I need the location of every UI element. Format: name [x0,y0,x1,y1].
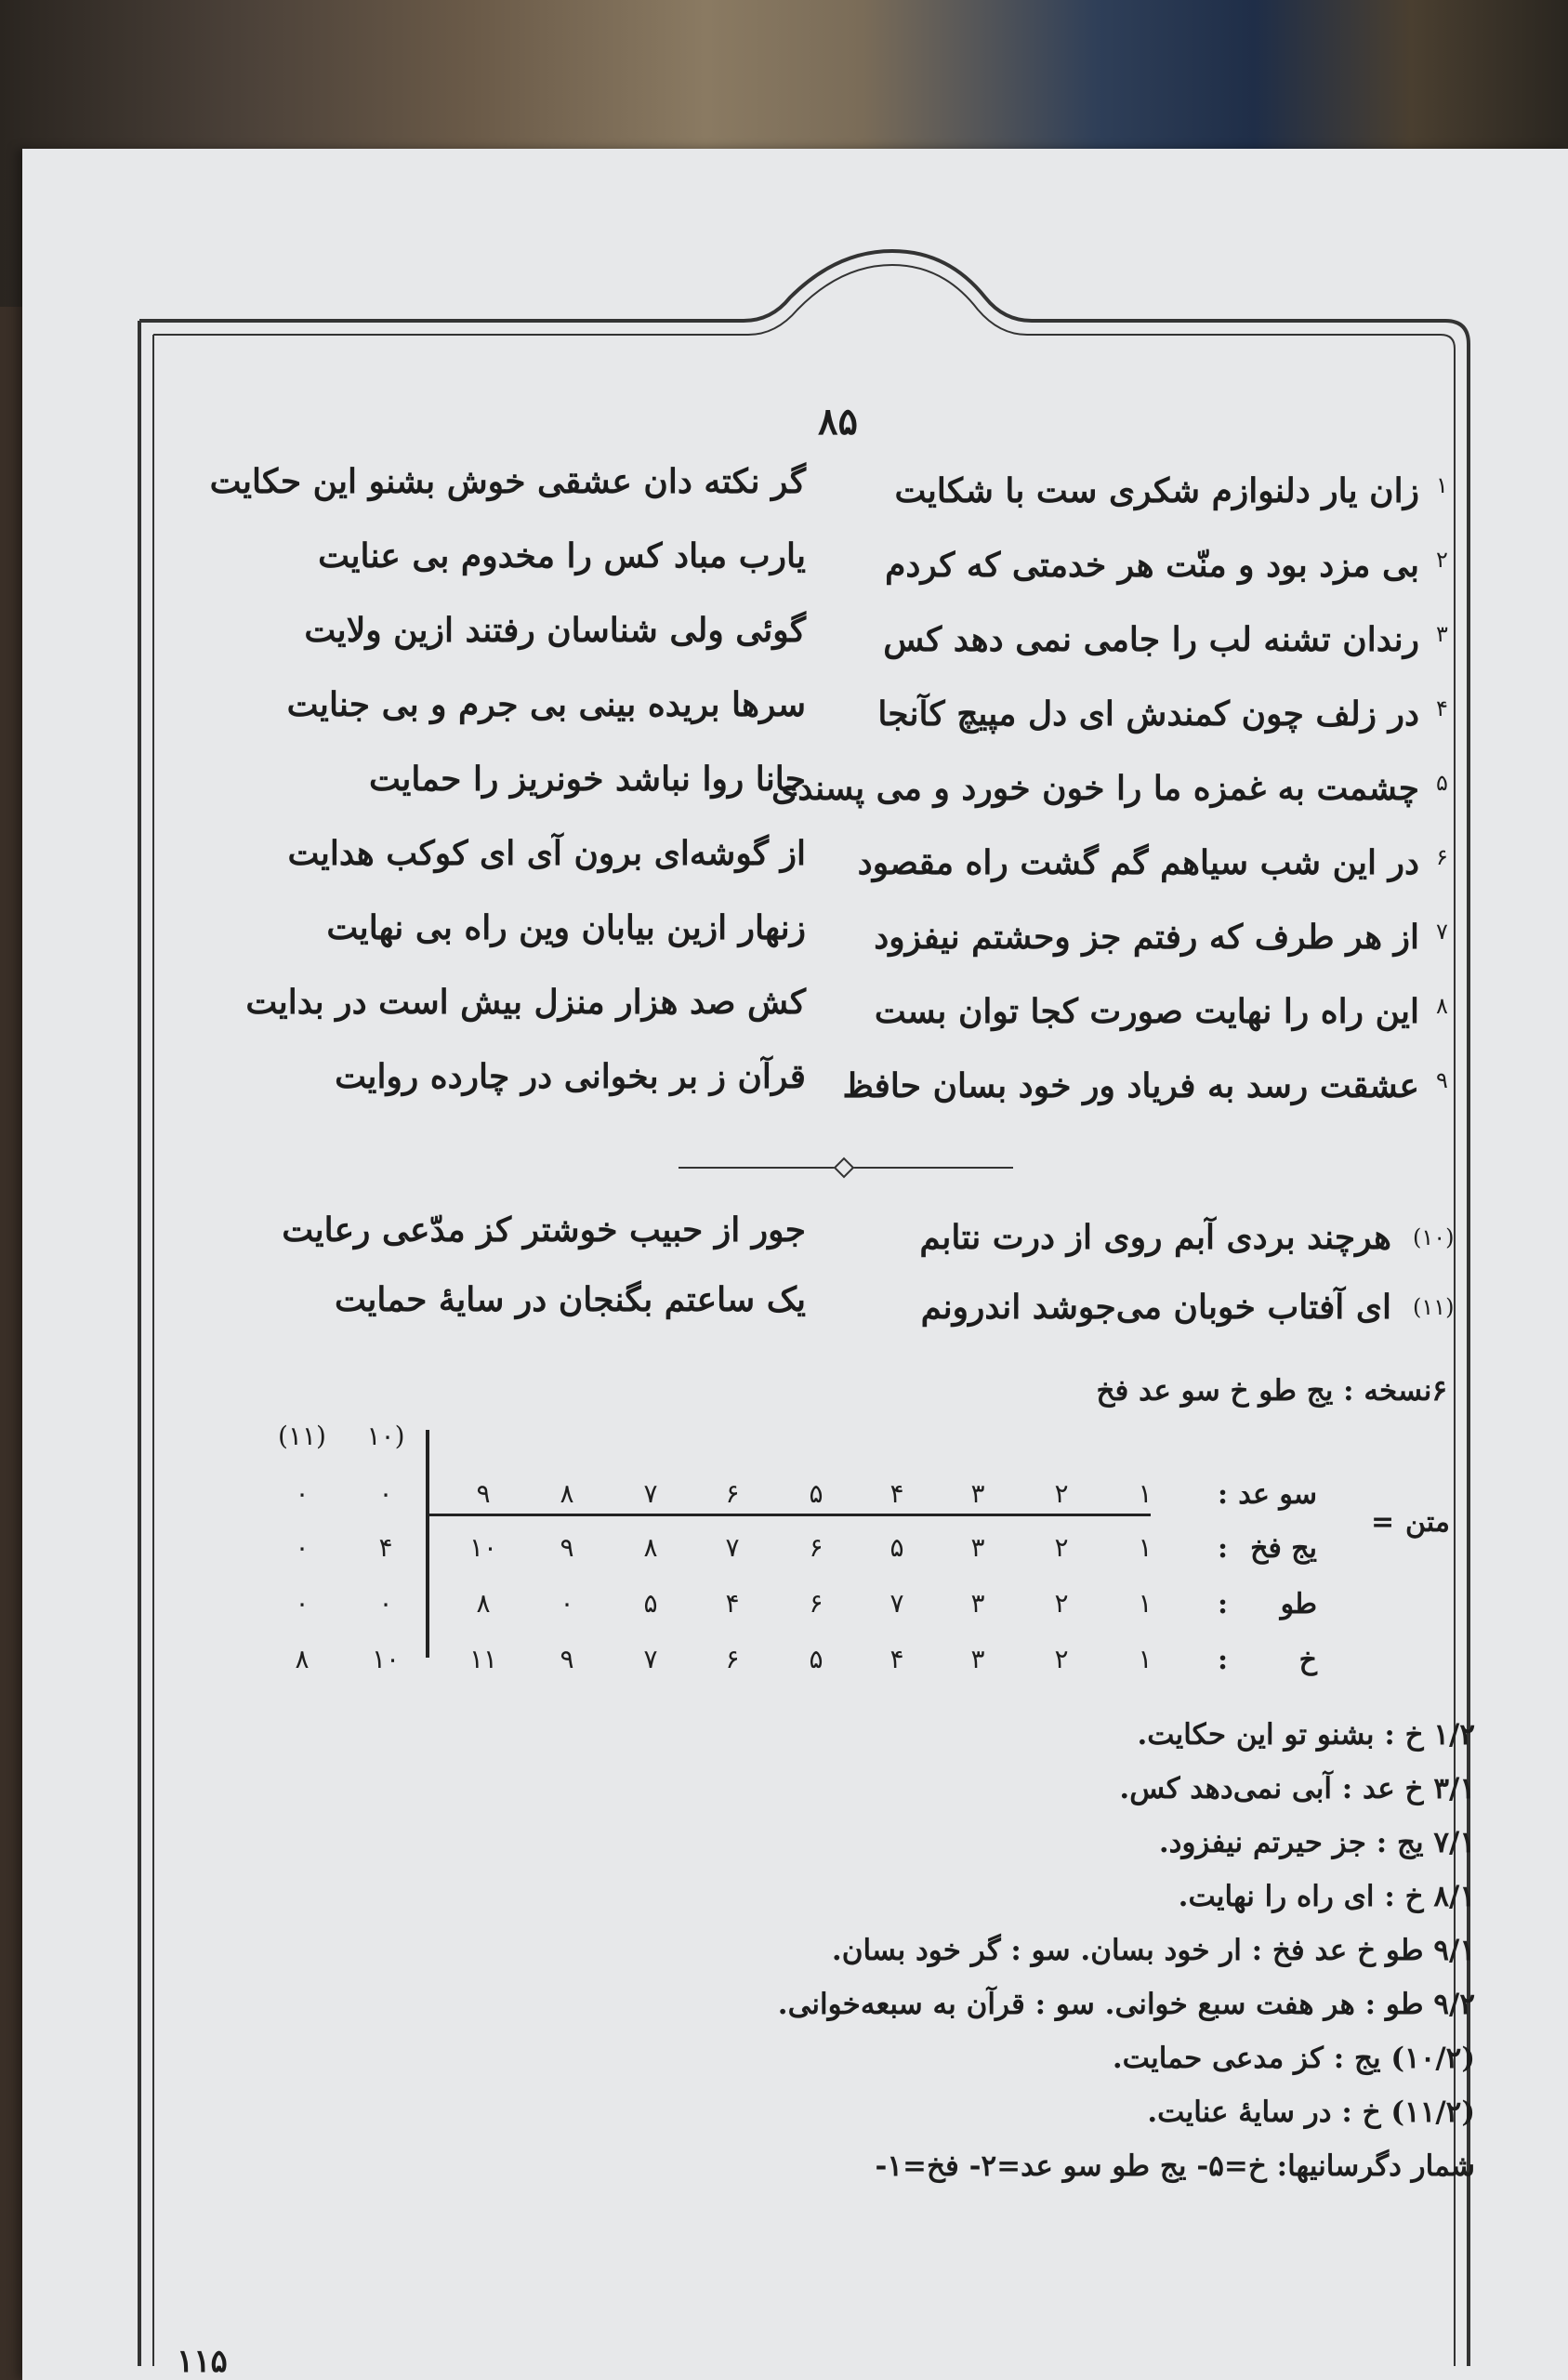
verse-hemistich-left: زنهار ازین بیابان وین راه بی نهایت [326,908,806,947]
table-extra-cell: ۸ [295,1644,310,1674]
verse-hemistich-left: قرآن ز بر بخوانی در چارده روایت [335,1057,806,1096]
verse-number: (۱۱) [1413,1294,1455,1320]
table-cell: ۹ [560,1532,574,1563]
table-horizontal-rule [426,1514,1151,1516]
verse-hemistich-right: عشقت رسد به فریاد ور خود بسان حافظ [842,1066,1419,1105]
table-extra-header: (۱۱) [278,1421,326,1451]
table-cell: ۲ [1054,1478,1069,1509]
table-cell: ۵ [889,1532,904,1563]
table-extra-cell: ۱۰ [371,1644,401,1674]
table-extra-cell: ۰ [295,1478,310,1509]
table-cell: ۳ [970,1532,985,1563]
footer-page-number: ۱۱۵ [177,2343,228,2380]
table-matn-label: متن [1405,1506,1450,1539]
verse-hemistich-right: بی مزد بود و منّت هر خدمتی که کردم [885,546,1419,585]
table-extra-cell: ۰ [378,1588,393,1619]
table-extra-cell: ۰ [295,1532,310,1563]
table-cell: ۴ [725,1588,740,1619]
verse-hemistich-right: در این شب سیاهم گم گشت راه مقصود [857,843,1419,882]
table-cell: ۵ [643,1588,658,1619]
table-cell: ۸ [476,1588,491,1619]
table-cell: ۶ [809,1588,824,1619]
footnote-line: ۱/۲ خ : بشنو تو این حکایت. [1137,1718,1475,1752]
verse-hemistich-left: سرها بریده بینی بی جرم و بی جنایت [286,685,806,724]
table-cell: ۰ [560,1588,574,1619]
verse-hemistich-left: کش صد هزار منزل بیش است در بدایت [245,983,806,1022]
table-cell: ۳ [970,1588,985,1619]
verse-hemistich-left: گوئی ولی شناسان رفتند ازین ولایت [304,611,806,650]
table-cell: ۷ [725,1532,740,1563]
footnote-line: (۱۱/۲) خ : در سایهٔ عنایت. [1147,2096,1475,2129]
table-cell: ۷ [643,1478,658,1509]
footnote-line: شمار دگرسانیها: خ=۵- یج طو سو عد=۲- فخ=۱- [875,2149,1475,2183]
verse-number: ۴ [1436,695,1448,721]
footnote-line: ۷/۱ یج : جز حیرتم نیفزود. [1158,1826,1475,1859]
table-row-label: خ [1298,1644,1317,1676]
table-cell: ۹ [476,1478,491,1509]
table-row-label: یج فخ [1250,1532,1317,1565]
table-row-colon: : [1218,1644,1229,1676]
table-cell: ۶ [725,1478,740,1509]
table-cell: ۲ [1054,1532,1069,1563]
table-cell: ۱ [1138,1588,1153,1619]
verse-hemistich-right: رندان تشنه لب را جامی نمی دهد کس [883,620,1419,659]
table-row-label: طو [1280,1588,1317,1620]
table-extra-header: (۱۰ [366,1421,405,1451]
table-cell: ۶ [725,1644,740,1674]
verse-hemistich-right: این راه را نهایت صورت کجا توان بست [874,992,1419,1031]
table-cell: ۴ [889,1478,904,1509]
table-row-colon: : [1218,1478,1229,1511]
footnote-line: ۹/۱ طو خ عد فخ : ار خود بسان. سو : گر خود بسان. [831,1934,1475,1967]
table-cell: ۵ [809,1478,824,1509]
table-cell: ۷ [889,1588,904,1619]
verse-number: ۸ [1436,993,1448,1019]
footnote-line: ۸/۱ خ : ای راه را نهایت. [1178,1880,1475,1913]
table-cell: ۱ [1138,1478,1153,1509]
verse-number: ۶ [1436,844,1448,870]
manuscripts-line: ۶نسخه : یج طو خ سو عد فخ [1096,1374,1447,1408]
table-cell: ۱ [1138,1644,1153,1674]
table-cell: ۱۰ [468,1532,498,1563]
verse-number: ۳ [1436,621,1448,647]
table-extra-cell: ۰ [295,1588,310,1619]
verse-hemistich-left: یارب مباد کس را مخدوم بی عنایت [318,536,806,575]
table-cell: ۴ [889,1644,904,1674]
table-cell: ۱۱ [468,1644,498,1674]
verse-hemistich-left: یک ساعتم بگنجان در سایهٔ حمایت [334,1280,806,1319]
table-cell: ۱ [1138,1532,1153,1563]
verse-hemistich-left: جانا روا نباشد خونریز را حمایت [369,760,806,799]
verse-hemistich-left: گر نکته دان عشقی خوش بشنو این حکایت [209,462,806,501]
table-cell: ۵ [809,1644,824,1674]
table-cell: ۳ [970,1644,985,1674]
table-extra-cell: ۰ [378,1478,393,1509]
verse-number: ۹ [1436,1067,1448,1093]
table-cell: ۸ [560,1478,574,1509]
verse-hemistich-right: زان یار دلنوازم شکری ست با شکایت [894,471,1419,510]
table-equals-sign: = [1371,1506,1395,1539]
table-row-colon: : [1218,1532,1229,1565]
table-row-colon: : [1218,1588,1229,1620]
table-cell: ۳ [970,1478,985,1509]
verse-hemistich-left: از گوشه‌ای برون آی ای کوکب هدایت [287,834,806,873]
verse-number: ۷ [1436,919,1448,945]
table-cell: ۸ [643,1532,658,1563]
verse-hemistich-left: جور از حبیب خوشتر کز مدّعی رعایت [282,1210,806,1250]
footnote-line: (۱۰/۲) یج : کز مدعی حمایت. [1112,2042,1475,2075]
verse-hemistich-right: ای آفتاب خوبان می‌جوشد اندرونم [920,1288,1391,1327]
page-number: ۸۵ [818,400,858,443]
table-cell: ۲ [1054,1644,1069,1674]
verse-hemistich-right: چشمت به غمزه ما را خون خورد و می پسندی [771,769,1419,808]
table-row-label: سو عد [1238,1478,1317,1511]
table-extra-cell: ۴ [378,1532,393,1563]
table-cell: ۶ [809,1532,824,1563]
verse-number: ۱ [1436,472,1448,498]
verse-number: (۱۰) [1413,1224,1455,1250]
table-cell: ۲ [1054,1588,1069,1619]
verse-number: ۲ [1436,547,1448,573]
verse-hemistich-right: از هر طرف که رفتم جز وحشتم نیفزود [874,918,1419,957]
footnote-line: ۳/۱ خ عد : آبی نمی‌دهد کس. [1119,1772,1475,1805]
verse-hemistich-right: هرچند بردی آبم روی از درت نتابم [919,1218,1391,1257]
table-cell: ۷ [643,1644,658,1674]
table-vertical-rule [426,1430,429,1658]
table-cell: ۹ [560,1644,574,1674]
verse-hemistich-right: در زلف چون کمندش ای دل مپیچ کآنجا [877,694,1419,734]
verse-number: ۵ [1436,770,1448,796]
footnote-line: ۹/۲ طو : هر هفت سبع خوانی. سو : قرآن به سبعه‌خوانی. [777,1988,1475,2021]
